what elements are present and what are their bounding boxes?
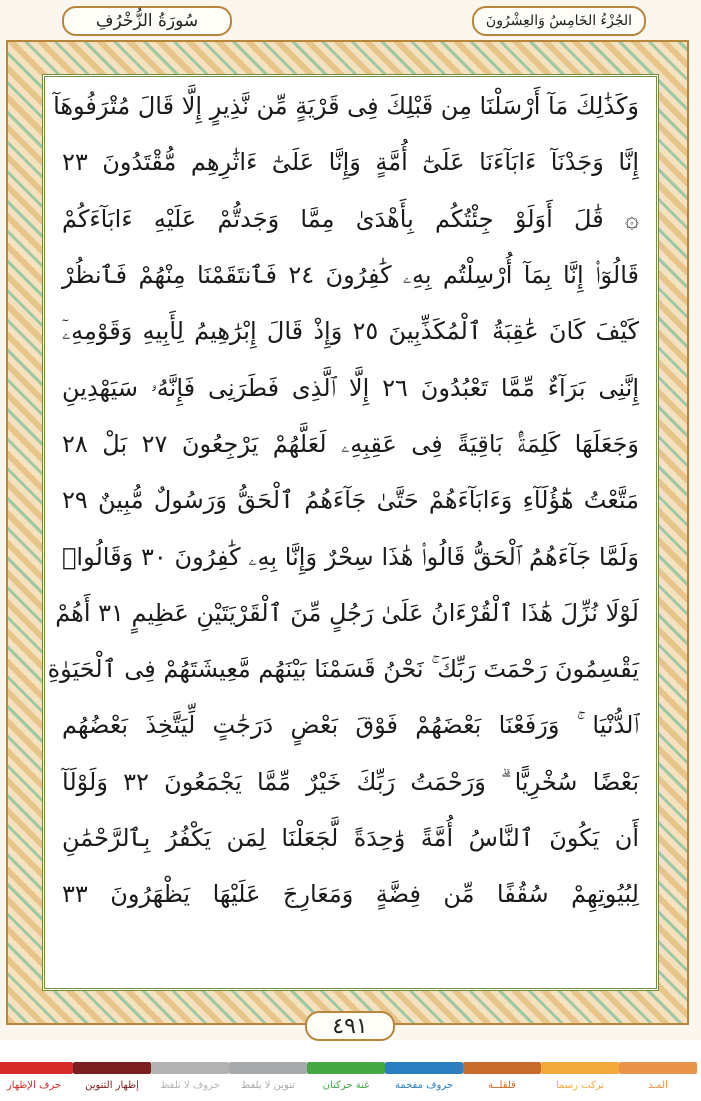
legend-label: قلقلــة — [488, 1080, 516, 1091]
legend-swatch — [73, 1062, 151, 1074]
text-line: بَعْضًا سُخْرِيًّا ۗ وَرَحْمَتُ رَبِّكَ خَيْرٌ مِّمَّا يَجْمَعُونَ ٣٢ وَلَوْلَآ — [62, 767, 639, 796]
legend-item — [385, 1062, 463, 1098]
legend-swatch — [229, 1062, 307, 1074]
legend-item — [0, 1062, 73, 1098]
text-line: إِنَّنِى بَرَآءٌ مِّمَّا تَعْبُدُونَ ٢٦ إِلَّا ٱلَّذِى فَطَرَنِى فَإِنَّهُۥ سَيَهْدِينِ — [62, 373, 639, 402]
legend-item — [229, 1062, 307, 1098]
quran-text — [47, 78, 639, 922]
legend-item — [73, 1062, 151, 1098]
text-line: مَتَّعْتُ هَٰٓؤُلَآءِ وَءَابَآءَهُمْ حَتَّىٰ جَآءَهُمُ ٱلْحَقُّ وَرَسُولٌ مُّبِينٌ ٢٩ — [62, 486, 639, 515]
legend-label: حرف الإظهار — [6, 1080, 62, 1091]
legend-swatch — [385, 1062, 463, 1074]
legend-swatch — [0, 1062, 73, 1074]
legend-swatch — [463, 1062, 541, 1074]
juz-name-header: الجُزْءُ الخَامِسُ وَالعِشْرُونَ — [472, 6, 646, 36]
text-line: يَقْسِمُونَ رَحْمَتَ رَبِّكَ ۚ نَحْنُ قَسَمْنَا بَيْنَهُم مَّعِيشَتَهُمْ فِى ٱلْحَيَوٰةِ — [47, 655, 639, 684]
text-line: ٱلدُّنْيَا ۚ وَرَفَعْنَا بَعْضَهُمْ فَوْقَ بَعْضٍ دَرَجَٰتٍ لِّيَتَّخِذَ بَعْضُهُم — [62, 711, 639, 740]
legend-swatch — [541, 1062, 619, 1074]
text-line: كَيْفَ كَانَ عَٰقِبَةُ ٱلْمُكَذِّبِينَ ٢٥ وَإِذْ قَالَ إِبْرَٰهِيمُ لِأَبِيهِ وَقَوْمِهِۦٓ — [62, 317, 639, 346]
text-line: وَلَمَّا جَآءَهُمُ ٱلْحَقُّ قَالُوا۟ هَٰذَا سِحْرٌ وَإِنَّا بِهِۦ كَٰفِرُونَ ٣٠ وَقَالُوا۟ — [62, 542, 639, 571]
text-line: لِبُيُوتِهِمْ سُقُفًا مِّن فِضَّةٍ وَمَعَارِجَ عَلَيْهَا يَظْهَرُونَ ٣٣ — [62, 880, 639, 909]
legend-label: إظهار التنوين — [85, 1080, 139, 1091]
legend-item — [619, 1062, 697, 1098]
page-number: ٤٩١ — [305, 1011, 395, 1041]
legend-label: تنوين لا يلفظ — [240, 1080, 296, 1091]
legend-item — [151, 1062, 229, 1098]
legend-swatch — [307, 1062, 385, 1074]
legend-item — [541, 1062, 619, 1098]
legend-label: المـد — [648, 1080, 668, 1091]
legend-swatch — [151, 1062, 229, 1074]
legend-label: غنة حركتان — [322, 1080, 370, 1091]
text-line: أَن يَكُونَ ٱلنَّاسُ أُمَّةً وَٰحِدَةً لَّجَعَلْنَا لِمَن يَكْفُرُ بِٱلرَّحْمَٰنِ — [62, 824, 639, 852]
legend-item — [307, 1062, 385, 1098]
legend-swatch — [619, 1062, 697, 1074]
legend-label: تركت رسما — [555, 1080, 605, 1091]
legend-label: حروف لا تلفظ — [160, 1080, 220, 1091]
text-line: ۞ قَٰلَ أَوَلَوْ جِئْتُكُم بِأَهْدَىٰ مِمَّا وَجَدتُّمْ عَلَيْهِ ءَابَآءَكُمْ — [62, 204, 639, 233]
text-line: إِنَّا وَجَدْنَآ ءَابَآءَنَا عَلَىٰٓ أُمَّةٍ وَإِنَّا عَلَىٰٓ ءَاثَٰرِهِم مُّقْتَدُونَ ٢٣ — [62, 148, 639, 177]
surah-name-header: سُورَةُ الزُّخْرُفِ — [62, 6, 232, 36]
text-line: وَجَعَلَهَا كَلِمَةًۢ بَاقِيَةً فِى عَقِبِهِۦ لَعَلَّهُمْ يَرْجِعُونَ ٢٧ بَلْ ٢٨ — [62, 429, 639, 458]
tajweed-legend — [0, 1062, 701, 1098]
text-line: قَالُوٓا۟ إِنَّا بِمَآ أُرْسِلْتُم بِهِۦ كَٰفِرُونَ ٢٤ فَٱنتَقَمْنَا مِنْهُمْ فَٱنظُرْ — [62, 261, 639, 290]
text-line: لَوْلَا نُزِّلَ هَٰذَا ٱلْقُرْءَانُ عَلَىٰ رَجُلٍ مِّنَ ٱلْقَرْيَتَيْنِ عَظِيمٍ ٣١ أَهُمْ — [55, 598, 639, 627]
text-line: وَكَذَٰلِكَ مَآ أَرْسَلْنَا مِن قَبْلِكَ فِى قَرْيَةٍ مِّن نَّذِيرٍ إِلَّا قَالَ مُتْرَفُوهَآ — [53, 92, 639, 121]
legend-item — [463, 1062, 541, 1098]
legend-label: حروف مفخمة — [394, 1080, 454, 1091]
